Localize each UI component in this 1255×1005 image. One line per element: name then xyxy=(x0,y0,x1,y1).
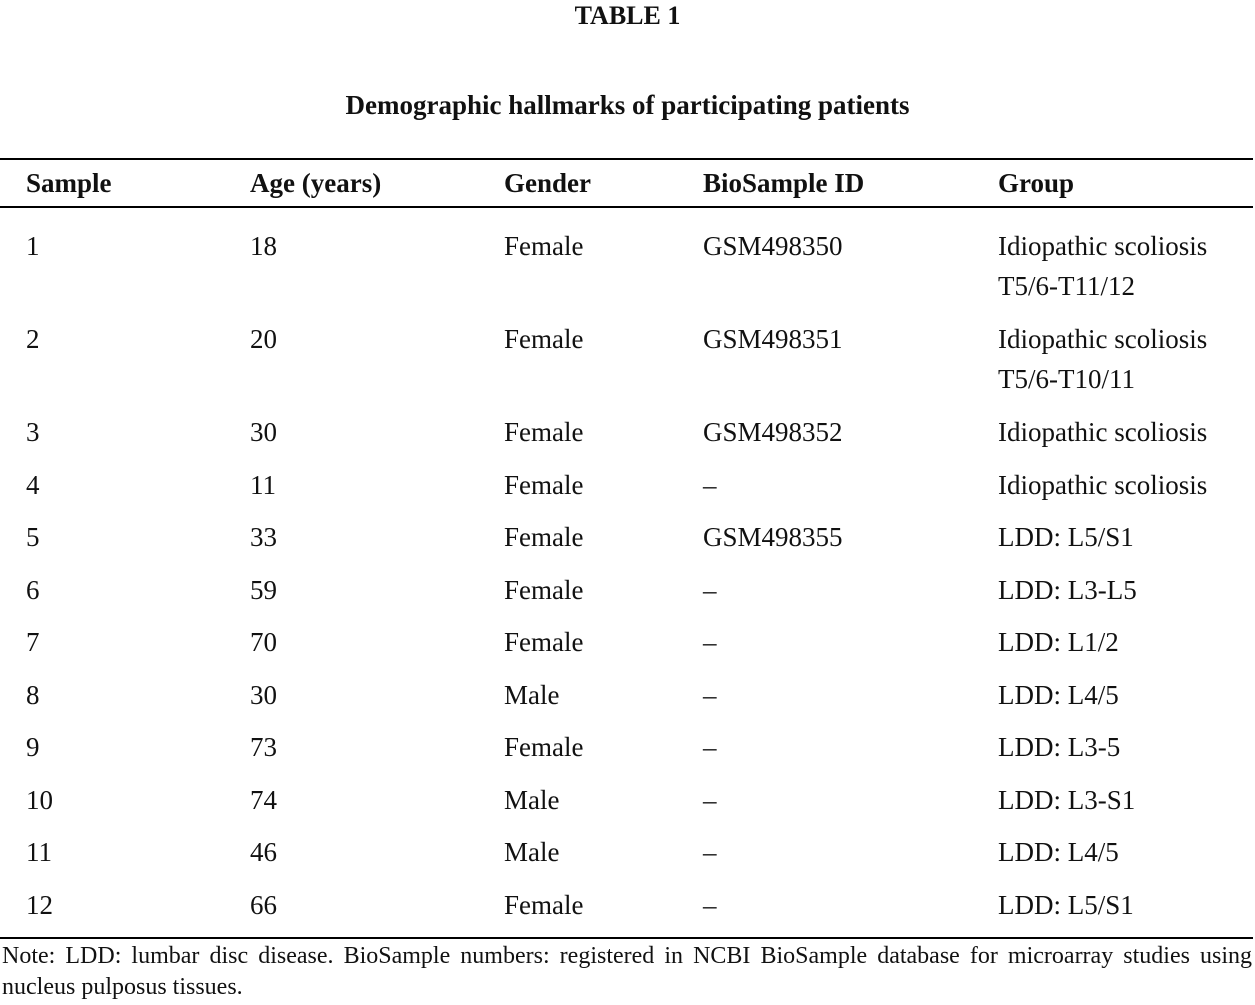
header-row xyxy=(0,160,1253,206)
group-line: LDD: L5/S1 xyxy=(998,889,1134,920)
cell-biosample-id: – xyxy=(703,679,717,710)
column-header-age: Age (years) xyxy=(250,167,382,198)
cell-group xyxy=(998,412,1253,465)
group-line: T5/6-T10/11 xyxy=(998,364,1135,394)
bottom-rule xyxy=(0,937,1253,939)
group-line: Idiopathic scoliosis xyxy=(998,231,1208,261)
column-header-biosample-id: BioSample ID xyxy=(703,167,865,198)
cell-sample: 5 xyxy=(26,522,40,552)
group-line: LDD: L5/S1 xyxy=(998,522,1134,552)
table-row xyxy=(0,570,1253,623)
cell-age: 33 xyxy=(250,522,277,552)
cell-gender: Male xyxy=(504,837,560,867)
cell-group xyxy=(998,675,1253,728)
cell-biosample-id: – xyxy=(703,837,717,867)
cell-group xyxy=(998,780,1253,833)
cell-biosample-id: GSM498355 xyxy=(703,522,843,552)
table-row xyxy=(0,517,1253,570)
cell-age: 46 xyxy=(250,837,277,867)
group-line: LDD: L3-S1 xyxy=(998,784,1136,815)
cell-age: 59 xyxy=(250,574,277,605)
cell-sample: 3 xyxy=(26,417,40,447)
cell-age: 74 xyxy=(250,784,277,815)
cell-sample: 10 xyxy=(26,784,53,815)
cell-gender: Female xyxy=(504,889,584,920)
cell-biosample-id: GSM498351 xyxy=(703,324,843,354)
table-row xyxy=(0,226,1253,319)
cell-gender: Female xyxy=(504,732,584,762)
cell-age: 70 xyxy=(250,627,277,657)
cell-group xyxy=(998,517,1253,570)
column-header-group: Group xyxy=(998,167,1075,198)
cell-biosample-id: – xyxy=(703,574,717,605)
cell-group xyxy=(998,465,1253,518)
table-row xyxy=(0,832,1253,885)
table-row xyxy=(0,622,1253,675)
cell-gender: Female xyxy=(504,469,584,500)
table-row xyxy=(0,319,1253,412)
demographics-table xyxy=(0,160,1253,937)
cell-age: 73 xyxy=(250,732,277,762)
table-row xyxy=(0,727,1253,780)
cell-age: 20 xyxy=(250,324,277,354)
cell-sample: 1 xyxy=(26,231,40,261)
table-title: Demographic hallmarks of participating patients xyxy=(345,90,910,120)
group-line: LDD: L4/5 xyxy=(998,837,1119,867)
cell-biosample-id: – xyxy=(703,627,717,657)
cell-gender: Female xyxy=(504,324,584,354)
cell-sample: 9 xyxy=(26,732,40,762)
cell-biosample-id: – xyxy=(703,732,717,762)
cell-gender: Female xyxy=(504,417,584,447)
group-line: Idiopathic scoliosis xyxy=(998,417,1208,447)
cell-sample: 4 xyxy=(26,469,40,500)
group-line: LDD: L1/2 xyxy=(998,627,1119,657)
table-row xyxy=(0,412,1253,465)
cell-group xyxy=(998,622,1253,675)
cell-sample: 2 xyxy=(26,324,40,354)
column-header-gender: Gender xyxy=(504,167,591,198)
group-line: LDD: L4/5 xyxy=(998,679,1119,710)
cell-age: 11 xyxy=(250,469,276,500)
cell-sample: 7 xyxy=(26,627,40,657)
cell-gender: Female xyxy=(504,574,584,605)
group-line: Idiopathic scoliosis xyxy=(998,324,1208,354)
cell-gender: Female xyxy=(504,522,584,552)
column-header-sample: Sample xyxy=(26,167,112,198)
table-body xyxy=(0,206,1253,937)
cell-sample: 6 xyxy=(26,574,40,605)
cell-biosample-id: – xyxy=(703,889,717,920)
cell-biosample-id: GSM498350 xyxy=(703,231,843,261)
cell-sample: 11 xyxy=(26,837,52,867)
group-line: LDD: L3-L5 xyxy=(998,574,1137,605)
cell-group xyxy=(998,832,1253,885)
table-row xyxy=(0,675,1253,728)
cell-gender: Female xyxy=(504,231,584,261)
cell-age: 30 xyxy=(250,679,277,710)
cell-biosample-id: – xyxy=(703,469,717,500)
table-row xyxy=(0,780,1253,833)
cell-group xyxy=(998,727,1253,780)
cell-group xyxy=(998,885,1253,938)
cell-group xyxy=(998,570,1253,623)
cell-gender: Male xyxy=(504,679,560,710)
cell-group xyxy=(998,319,1253,412)
cell-age: 18 xyxy=(250,231,277,261)
cell-age: 30 xyxy=(250,417,277,447)
cell-biosample-id: GSM498352 xyxy=(703,417,843,447)
cell-sample: 8 xyxy=(26,679,40,710)
group-line: Idiopathic scoliosis xyxy=(998,469,1208,500)
table-row xyxy=(0,465,1253,518)
group-line: T5/6-T11/12 xyxy=(998,271,1135,301)
table-label: TABLE 1 xyxy=(574,1,681,30)
cell-group xyxy=(998,226,1253,319)
group-line: LDD: L3-5 xyxy=(998,732,1121,762)
cell-gender: Female xyxy=(504,627,584,657)
table-row xyxy=(0,885,1253,938)
cell-gender: Male xyxy=(504,784,560,815)
table-note: Note: LDD: lumbar disc disease. BioSample numbers: registered in NCBI BioSample database for microarray studies using nucleus pulposus tissues. xyxy=(2,943,1252,1000)
cell-age: 66 xyxy=(250,889,277,920)
table-spacer xyxy=(0,206,1253,226)
cell-sample: 12 xyxy=(26,889,53,920)
cell-biosample-id: – xyxy=(703,784,717,815)
